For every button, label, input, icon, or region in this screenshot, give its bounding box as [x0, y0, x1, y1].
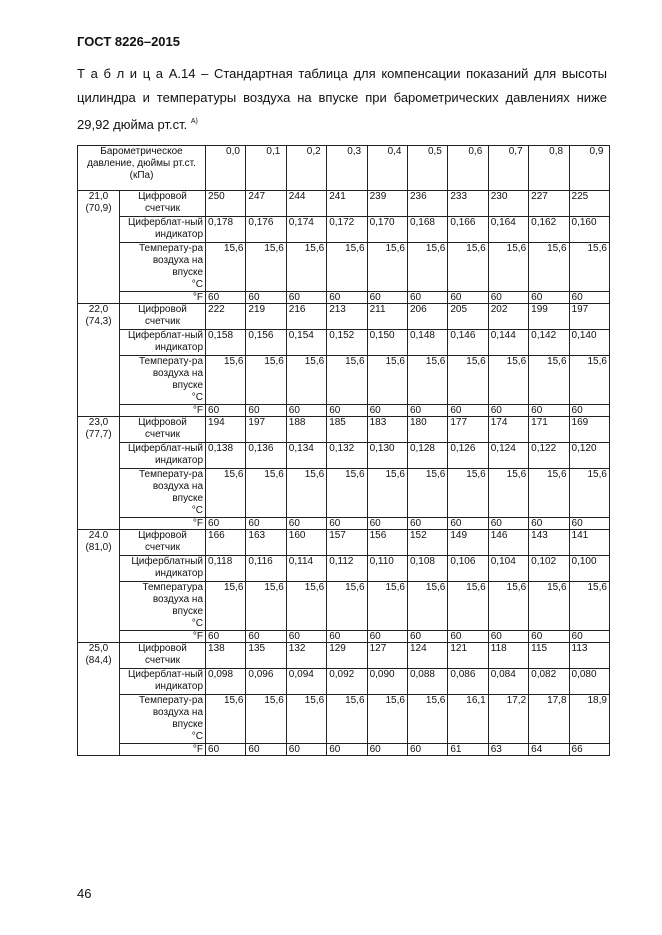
table-cell: 60	[448, 292, 488, 304]
table-cell: 211	[367, 304, 407, 330]
table-cell: 60	[529, 405, 569, 417]
table-cell: 188	[286, 417, 326, 443]
table-cell: 17,8	[529, 695, 569, 744]
table-cell: 244	[286, 191, 326, 217]
table-cell: 60	[367, 631, 407, 643]
table-cell: 15,6	[407, 243, 447, 292]
table-cell: 60	[327, 405, 367, 417]
table-cell: 15,6	[367, 695, 407, 744]
table-cell: 0,096	[246, 669, 286, 695]
unit-fahrenheit: °F	[120, 405, 206, 417]
table-body	[78, 191, 610, 756]
table-cell: 197	[246, 417, 286, 443]
table-cell: 129	[327, 643, 367, 669]
digital-counter-row	[78, 530, 610, 556]
column-header: 0,7	[488, 146, 528, 191]
table-cell: 15,6	[569, 469, 609, 518]
temperature-f-row	[78, 518, 610, 530]
table-cell: 160	[286, 530, 326, 556]
table-cell: 15,6	[206, 243, 246, 292]
table-cell: 15,6	[246, 243, 286, 292]
table-cell: 15,6	[448, 356, 488, 405]
table-cell: 227	[529, 191, 569, 217]
table-cell: 15,6	[569, 243, 609, 292]
table-cell: 0,148	[407, 330, 447, 356]
row-label-dial: Циферблат-ный индикатор	[120, 443, 206, 469]
table-cell: 15,6	[246, 469, 286, 518]
column-header: 0,1	[246, 146, 286, 191]
table-cell: 0,174	[286, 217, 326, 243]
table-cell: 171	[529, 417, 569, 443]
table-cell: 15,6	[488, 582, 528, 631]
table-cell: 197	[569, 304, 609, 330]
row-label-dial: Циферблат-ный индикатор	[120, 330, 206, 356]
table-cell: 156	[367, 530, 407, 556]
table-cell: 169	[569, 417, 609, 443]
table-cell: 0,118	[206, 556, 246, 582]
table-cell: 60	[246, 518, 286, 530]
table-cell: 60	[286, 292, 326, 304]
table-cell: 66	[569, 744, 609, 756]
table-cell: 60	[367, 744, 407, 756]
table-cell: 15,6	[367, 469, 407, 518]
column-header: 0,9	[569, 146, 609, 191]
table-cell: 0,162	[529, 217, 569, 243]
temperature-c-row	[78, 582, 610, 631]
table-cell: 15,6	[529, 356, 569, 405]
table-cell: 60	[529, 631, 569, 643]
table-cell: 60	[286, 631, 326, 643]
digital-counter-row	[78, 304, 610, 330]
unit-fahrenheit: °F	[120, 744, 206, 756]
table-cell: 0,146	[448, 330, 488, 356]
table-cell: 0,126	[448, 443, 488, 469]
column-header: 0,4	[367, 146, 407, 191]
table-cell: 15,6	[367, 582, 407, 631]
document-header: ГОСТ 8226–2015	[77, 34, 180, 49]
temperature-c-row	[78, 469, 610, 518]
table-cell: 60	[488, 518, 528, 530]
table-cell: 0,128	[407, 443, 447, 469]
table-cell: 60	[488, 405, 528, 417]
table-cell: 60	[206, 292, 246, 304]
table-cell: 132	[286, 643, 326, 669]
row-label-digital: Цифровой счетчик	[120, 191, 206, 217]
table-cell: 60	[407, 744, 447, 756]
table-cell: 15,6	[286, 469, 326, 518]
dial-indicator-row	[78, 217, 610, 243]
table-cell: 60	[407, 292, 447, 304]
table-cell: 60	[367, 518, 407, 530]
unit-fahrenheit: °F	[120, 631, 206, 643]
table-cell: 0,170	[367, 217, 407, 243]
table-cell: 113	[569, 643, 609, 669]
table-cell: 15,6	[246, 356, 286, 405]
row-label-digital: Цифровой счетчик	[120, 417, 206, 443]
temperature-label-text: Температу-ра воздуха на впуске	[139, 695, 204, 730]
table-cell: 219	[246, 304, 286, 330]
table-cell: 16,1	[448, 695, 488, 744]
table-cell: 60	[529, 518, 569, 530]
table-cell: 174	[488, 417, 528, 443]
table-cell: 0,080	[569, 669, 609, 695]
table-cell: 0,092	[327, 669, 367, 695]
table-cell: 60	[206, 518, 246, 530]
dial-indicator-row	[78, 556, 610, 582]
table-cell: 0,084	[488, 669, 528, 695]
temperature-label-text: Температу-ра воздуха на впуске	[139, 356, 204, 391]
table-cell: 0,154	[286, 330, 326, 356]
digital-counter-row	[78, 643, 610, 669]
row-label-dial: Циферблат-ный индикатор	[120, 669, 206, 695]
table-cell: 177	[448, 417, 488, 443]
table-cell: 15,6	[367, 356, 407, 405]
table-cell: 183	[367, 417, 407, 443]
table-cell: 15,6	[327, 356, 367, 405]
table-cell: 17,2	[488, 695, 528, 744]
table-cell: 15,6	[448, 243, 488, 292]
column-header: 0,2	[286, 146, 326, 191]
row-label-dial: Циферблатный индикатор	[120, 556, 206, 582]
table-cell: 0,134	[286, 443, 326, 469]
table-cell: 141	[569, 530, 609, 556]
compensation-table	[77, 145, 610, 756]
table-cell: 206	[407, 304, 447, 330]
unit-celsius: °С	[191, 618, 204, 629]
column-header: 0,0	[206, 146, 246, 191]
table-cell: 15,6	[569, 582, 609, 631]
table-cell: 213	[327, 304, 367, 330]
row-label-digital: Цифровой счетчик	[120, 304, 206, 330]
temperature-c-row	[78, 356, 610, 405]
table-cell: 0,164	[488, 217, 528, 243]
table-cell: 0,116	[246, 556, 286, 582]
table-cell: 60	[407, 518, 447, 530]
table-cell: 0,110	[367, 556, 407, 582]
table-cell: 15,6	[327, 469, 367, 518]
table-cell: 60	[327, 631, 367, 643]
table-cell: 0,114	[286, 556, 326, 582]
table-cell: 60	[327, 744, 367, 756]
table-cell: 194	[206, 417, 246, 443]
table-cell: 60	[448, 631, 488, 643]
unit-celsius: °С	[191, 392, 204, 403]
table-cell: 180	[407, 417, 447, 443]
table-cell: 15,6	[407, 695, 447, 744]
column-header: 0,8	[529, 146, 569, 191]
table-cell: 15,6	[206, 695, 246, 744]
table-cell: 149	[448, 530, 488, 556]
table-cell: 250	[206, 191, 246, 217]
table-cell: 0,088	[407, 669, 447, 695]
table-cell: 15,6	[448, 469, 488, 518]
table-cell: 143	[529, 530, 569, 556]
row-label-temperature	[120, 582, 206, 631]
table-cell: 0,120	[569, 443, 609, 469]
table-cell: 60	[246, 631, 286, 643]
table-cell: 118	[488, 643, 528, 669]
unit-celsius: °С	[191, 505, 204, 516]
table-cell: 0,156	[246, 330, 286, 356]
table-cell: 222	[206, 304, 246, 330]
temperature-f-row	[78, 631, 610, 643]
table-cell: 15,6	[327, 582, 367, 631]
unit-celsius: °С	[191, 279, 204, 290]
table-cell: 127	[367, 643, 407, 669]
table-cell: 0,106	[448, 556, 488, 582]
table-cell: 163	[246, 530, 286, 556]
table-cell: 15,6	[327, 243, 367, 292]
row-label-digital: Цифровой счетчик	[120, 530, 206, 556]
table-cell: 0,136	[246, 443, 286, 469]
table-cell: 60	[488, 292, 528, 304]
table-cell: 60	[529, 292, 569, 304]
table-cell: 202	[488, 304, 528, 330]
table-cell: 0,100	[569, 556, 609, 582]
table-cell: 15,6	[569, 356, 609, 405]
table-cell: 0,108	[407, 556, 447, 582]
table-cell: 60	[488, 631, 528, 643]
table-cell: 15,6	[529, 582, 569, 631]
table-cell: 0,090	[367, 669, 407, 695]
table-cell: 60	[286, 744, 326, 756]
table-cell: 60	[327, 292, 367, 304]
caption-footnote-mark: А)	[190, 118, 198, 125]
row-label-temperature	[120, 695, 206, 744]
table-cell: 15,6	[488, 243, 528, 292]
table-cell: 0,142	[529, 330, 569, 356]
table-cell: 60	[246, 292, 286, 304]
table-cell: 61	[448, 744, 488, 756]
temperature-label-text: Температу-ра воздуха на впуске	[139, 243, 204, 278]
table-cell: 0,098	[206, 669, 246, 695]
table-cell: 15,6	[529, 243, 569, 292]
table-cell: 0,112	[327, 556, 367, 582]
table-cell: 0,178	[206, 217, 246, 243]
temperature-c-row	[78, 243, 610, 292]
column-header: 0,5	[407, 146, 447, 191]
row-label-digital: Цифровой счетчик	[120, 643, 206, 669]
table-cell: 60	[206, 744, 246, 756]
table-cell: 60	[569, 631, 609, 643]
table-cell: 0,140	[569, 330, 609, 356]
corner-header: Барометрическое давление, дюймы рт.ст. (кПа)	[78, 146, 206, 191]
table-cell: 60	[448, 405, 488, 417]
table-cell: 60	[246, 405, 286, 417]
table-cell: 15,6	[206, 582, 246, 631]
table-cell: 216	[286, 304, 326, 330]
table-cell: 121	[448, 643, 488, 669]
table-cell: 0,104	[488, 556, 528, 582]
pressure-cell: 24.0 (81,0)	[78, 530, 120, 643]
table-cell: 230	[488, 191, 528, 217]
table-cell: 15,6	[206, 469, 246, 518]
table-cell: 60	[407, 631, 447, 643]
table-cell: 236	[407, 191, 447, 217]
table-cell: 15,6	[529, 469, 569, 518]
table-cell: 60	[407, 405, 447, 417]
table-cell: 60	[286, 405, 326, 417]
table-cell: 135	[246, 643, 286, 669]
table-cell: 0,122	[529, 443, 569, 469]
column-header: 0,3	[327, 146, 367, 191]
table-cell: 60	[569, 405, 609, 417]
table-cell: 166	[206, 530, 246, 556]
table-cell: 15,6	[286, 695, 326, 744]
table-cell: 64	[529, 744, 569, 756]
row-label-temperature	[120, 243, 206, 292]
table-cell: 0,144	[488, 330, 528, 356]
table-cell: 15,6	[286, 356, 326, 405]
pressure-cell: 23,0 (77,7)	[78, 417, 120, 530]
table-cell: 0,132	[327, 443, 367, 469]
table-cell: 0,130	[367, 443, 407, 469]
table-cell: 60	[569, 518, 609, 530]
table-cell: 15,6	[286, 243, 326, 292]
table-cell: 241	[327, 191, 367, 217]
column-header: 0,6	[448, 146, 488, 191]
table-cell: 185	[327, 417, 367, 443]
table-cell: 15,6	[407, 469, 447, 518]
table-cell: 63	[488, 744, 528, 756]
table-cell: 0,150	[367, 330, 407, 356]
pressure-cell: 22,0 (74,3)	[78, 304, 120, 417]
table-cell: 60	[367, 405, 407, 417]
table-cell: 199	[529, 304, 569, 330]
temperature-label-text: Температу-ра воздуха на впуске	[139, 469, 204, 504]
table-cell: 15,6	[407, 356, 447, 405]
row-label-temperature	[120, 356, 206, 405]
digital-counter-row	[78, 191, 610, 217]
table-cell: 15,6	[286, 582, 326, 631]
table-cell: 115	[529, 643, 569, 669]
table-cell: 0,176	[246, 217, 286, 243]
table-cell: 0,152	[327, 330, 367, 356]
table-cell: 15,6	[367, 243, 407, 292]
table-cell: 18,9	[569, 695, 609, 744]
table-cell: 60	[206, 405, 246, 417]
table-cell: 0,166	[448, 217, 488, 243]
row-label-dial: Циферблат-ный индикатор	[120, 217, 206, 243]
table-cell: 60	[246, 744, 286, 756]
temperature-label-text: Температура воздуха на впуске	[142, 582, 204, 617]
table-cell: 239	[367, 191, 407, 217]
table-cell: 60	[367, 292, 407, 304]
dial-indicator-row	[78, 669, 610, 695]
table-cell: 0,160	[569, 217, 609, 243]
table-cell: 225	[569, 191, 609, 217]
table-cell: 0,168	[407, 217, 447, 243]
table-cell: 15,6	[448, 582, 488, 631]
table-cell: 152	[407, 530, 447, 556]
table-cell: 15,6	[488, 356, 528, 405]
table-cell: 60	[569, 292, 609, 304]
page-number: 46	[77, 886, 92, 901]
temperature-f-row	[78, 292, 610, 304]
unit-fahrenheit: °F	[120, 292, 206, 304]
table-cell: 60	[448, 518, 488, 530]
table-cell: 15,6	[488, 469, 528, 518]
table-cell: 15,6	[407, 582, 447, 631]
table-cell: 0,082	[529, 669, 569, 695]
table-cell: 0,158	[206, 330, 246, 356]
table-cell: 146	[488, 530, 528, 556]
table-cell: 138	[206, 643, 246, 669]
table-cell: 124	[407, 643, 447, 669]
temperature-f-row	[78, 744, 610, 756]
table-cell: 15,6	[246, 582, 286, 631]
table-cell: 157	[327, 530, 367, 556]
caption-text: Т а б л и ц а А.14 – Стандартная таблица для компенсации показаний для высоты цилиндра и температуры воздуха на впуске при барометрических давлениях ниже 29,92 дюйма рт.ст.	[77, 66, 607, 132]
unit-fahrenheit: °F	[120, 518, 206, 530]
table-cell: 0,124	[488, 443, 528, 469]
row-label-temperature	[120, 469, 206, 518]
temperature-c-row	[78, 695, 610, 744]
table-caption	[77, 62, 607, 137]
table-cell: 0,138	[206, 443, 246, 469]
unit-celsius: °С	[191, 731, 204, 742]
table-cell: 0,172	[327, 217, 367, 243]
table-cell: 0,086	[448, 669, 488, 695]
table-cell: 15,6	[246, 695, 286, 744]
table-cell: 60	[206, 631, 246, 643]
table-cell: 0,094	[286, 669, 326, 695]
pressure-cell: 25,0 (84,4)	[78, 643, 120, 756]
table-header-row	[78, 146, 610, 191]
table-cell: 60	[327, 518, 367, 530]
dial-indicator-row	[78, 330, 610, 356]
table-cell: 60	[286, 518, 326, 530]
table-cell: 15,6	[327, 695, 367, 744]
table-cell: 205	[448, 304, 488, 330]
temperature-f-row	[78, 405, 610, 417]
table-cell: 15,6	[206, 356, 246, 405]
table-cell: 247	[246, 191, 286, 217]
pressure-cell: 21,0 (70,9)	[78, 191, 120, 304]
dial-indicator-row	[78, 443, 610, 469]
table-cell: 0,102	[529, 556, 569, 582]
digital-counter-row	[78, 417, 610, 443]
table-cell: 233	[448, 191, 488, 217]
